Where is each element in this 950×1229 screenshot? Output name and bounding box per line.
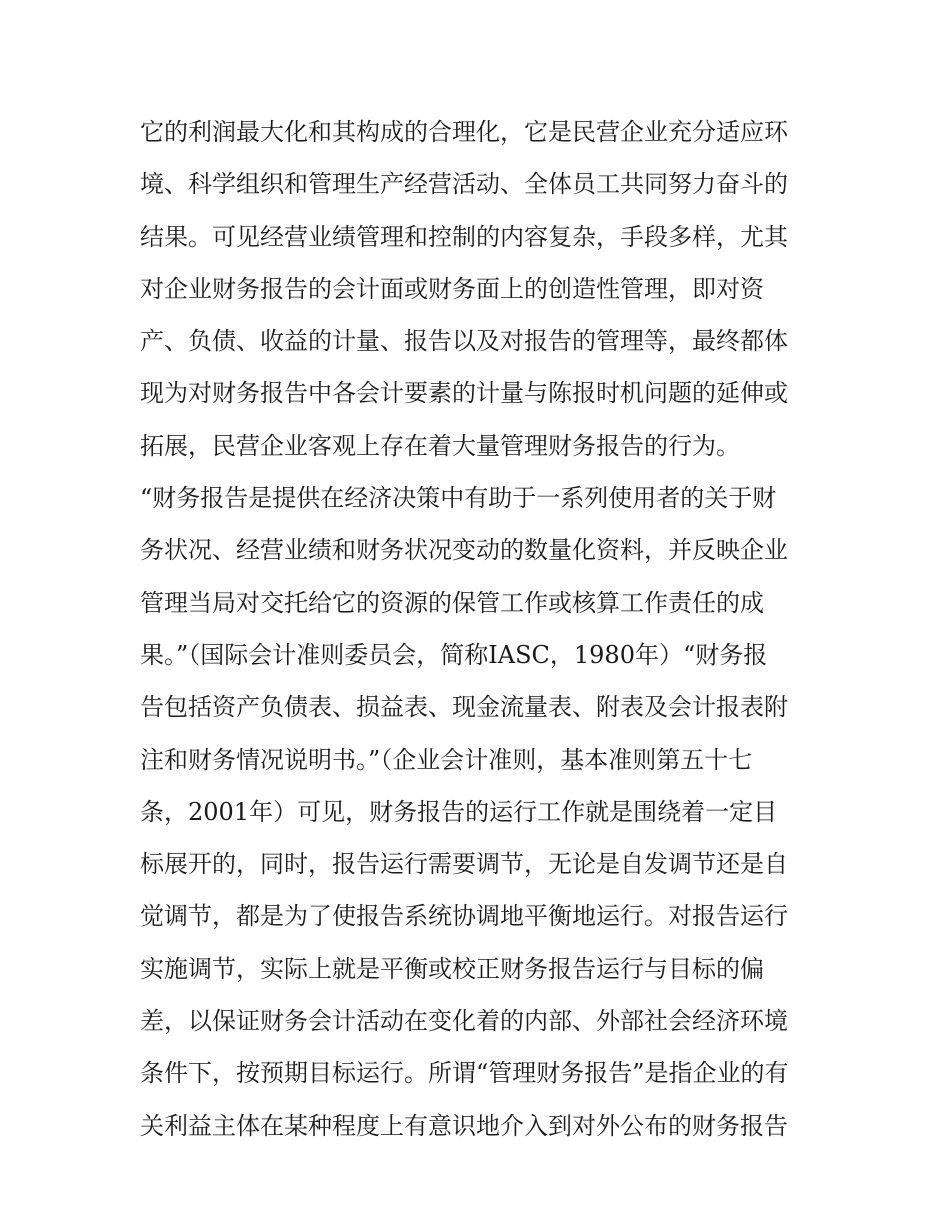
text-line: 产、负债、收益的计量、报告以及对报告的管理等，最终都体 bbox=[140, 327, 788, 356]
text-line: 实施调节，实际上就是平衡或校正财务报告运行与目标的偏 bbox=[140, 954, 764, 983]
text-line: “财务报告是提供在经济决策中有助于一系列使用者的关于财 bbox=[140, 484, 777, 513]
text-line: 告包括资产负债表、损益表、现金流量表、附表及会计报表附 bbox=[140, 693, 788, 722]
body-text bbox=[140, 106, 820, 1152]
text-line: 对企业财务报告的会计面或财务面上的创造性管理，即对资 bbox=[140, 274, 764, 303]
text-line: 务状况、经营业绩和财务状况变动的数量化资料，并反映企业 bbox=[140, 536, 788, 565]
text-line: 差，以保证财务会计活动在变化着的内部、外部社会经济环境 bbox=[140, 1007, 788, 1036]
text-line: 果。”（国际会计准则委员会，简称IASC，1980年）“财务报 bbox=[140, 640, 768, 669]
text-line: 条件下，按预期目标运行。所谓“管理财务报告”是指企业的有 bbox=[140, 1059, 789, 1088]
text-line: 觉调节，都是为了使报告系统协调地平衡地运行。对报告运行 bbox=[140, 902, 788, 931]
text-line: 标展开的，同时，报告运行需要调节，无论是自发调节还是自 bbox=[140, 850, 788, 879]
text-line: 关利益主体在某种程度上有意识地介入到对外公布的财务报告 bbox=[140, 1111, 788, 1140]
text-line: 现为对财务报告中各会计要素的计量与陈报时机问题的延伸或 bbox=[140, 379, 788, 408]
text-line: 拓展，民营企业客观上存在着大量管理财务报告的行为。 bbox=[140, 431, 740, 460]
text-line: 条，2001年）可见，财务报告的运行工作就是围绕着一定目 bbox=[140, 797, 778, 826]
text-line: 结果。可见经营业绩管理和控制的内容复杂，手段多样，尤其 bbox=[140, 222, 788, 251]
text-line: 境、科学组织和管理生产经营活动、全体员工共同努力奋斗的 bbox=[140, 170, 788, 199]
text-line: 它的利润最大化和其构成的合理化，它是民营企业充分适应环 bbox=[140, 118, 788, 146]
text-line: 注和财务情况说明书。”（企业会计准则，基本准则第五十七 bbox=[140, 745, 753, 774]
text-line: 管理当局对交托给它的资源的保管工作或核算工作责任的成 bbox=[140, 588, 764, 617]
